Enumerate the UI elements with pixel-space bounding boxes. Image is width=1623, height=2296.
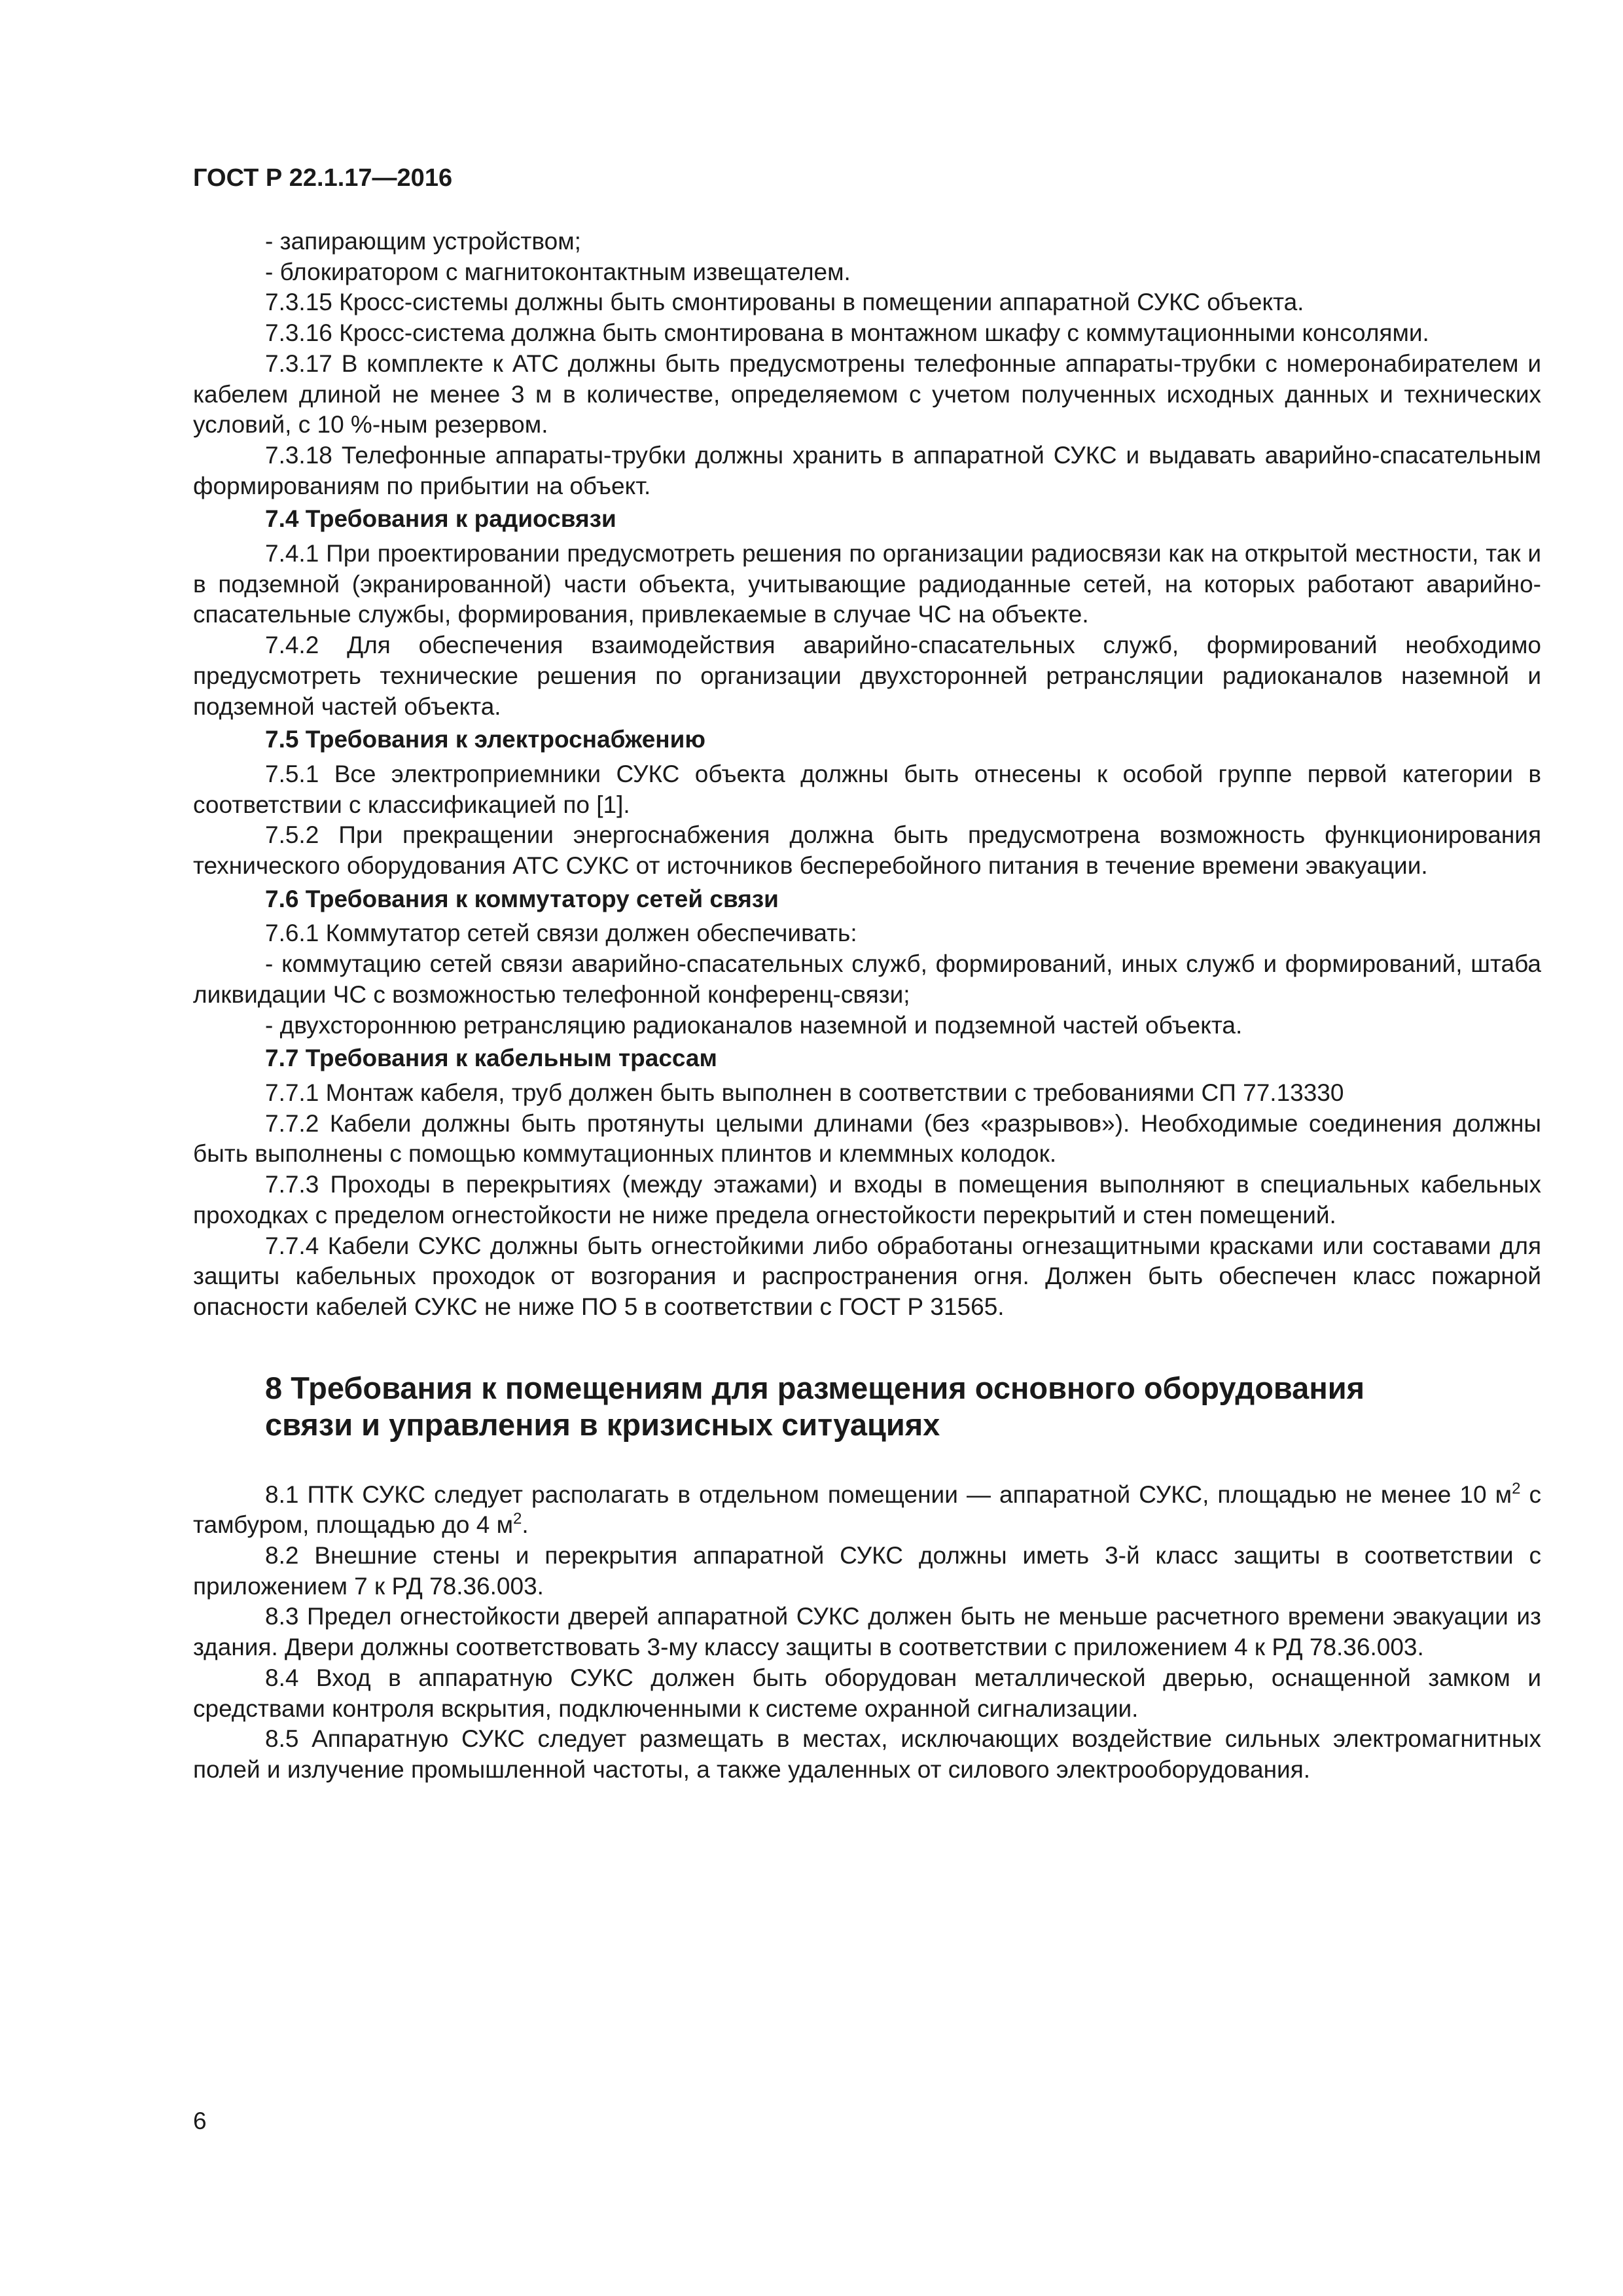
chapter-heading-8: [265, 1370, 1541, 1443]
chapter-heading-line-2: связи и управления в кризисных ситуациях: [265, 1407, 940, 1442]
paragraph-7-7-1: 7.7.1 Монтаж кабеля, труб должен быть выполнен в соответствии с требованиями СП 77.13330: [265, 1079, 1344, 1106]
paragraph-list-item: - коммутацию сетей связи аварийно-спасательных служб, формирований, иных служб и формирований, штаба ликвидации ЧС с возможностью телефонной конференц-связи;: [193, 950, 1541, 1008]
section-heading-7-5: 7.5 Требования к электроснабжению: [265, 726, 705, 753]
paragraph-7-3-17: 7.3.17 В комплекте к АТС должны быть предусмотрены телефонные аппараты-трубки с номеронабирателем и кабелем длиной не менее 3 м в количестве, определяемом с учетом полученных исходных данных и технических условий, с 10 %-ным резервом.: [193, 350, 1541, 439]
superscript-square: 2: [513, 1510, 522, 1528]
paragraph-7-7-3: 7.7.3 Проходы в перекрытиях (между этажами) и входы в помещения выполняют в специальных кабельных проходках с пределом огнестойкости не ниже предела огнестойкости перекрытий и стен помещений.: [193, 1171, 1541, 1229]
paragraph-7-4-1: 7.4.1 При проектировании предусмотреть решения по организации радиосвязи как на открытой местности, так и в подземной (экранированной) части объекта, учитывающие радиоданные сетей, на которых работают аварийно-спасательные службы, формирования, привлекаемые в случае ЧС на объекте.: [193, 540, 1541, 628]
paragraph-8-5: 8.5 Аппаратную СУКС следует размещать в местах, исключающих воздействие сильных электромагнитных полей и излучение промышленной частоты, а также удаленных от силового электрооборудования.: [193, 1725, 1541, 1783]
paragraph-8-4: 8.4 Вход в аппаратную СУКС должен быть оборудован металлической дверью, оснащенной замком и средствами контроля вскрытия, подключенными к системе охранной сигнализации.: [193, 1664, 1541, 1722]
chapter-heading-line-1: 8 Требования к помещениям для размещения основного оборудования: [265, 1370, 1365, 1405]
paragraph-8-1-text-b: с тамбуром, площадью до 4 м: [193, 1480, 1541, 1539]
paragraph-7-5-2: 7.5.2 При прекращении энергоснабжения должна быть предусмотрена возможность функционирования технического оборудования АТС СУКС от источников бесперебойного питания в течение времени эвакуации.: [193, 821, 1541, 880]
paragraph-8-1: [193, 1480, 1541, 1541]
paragraph-7-6-1: 7.6.1 Коммутатор сетей связи должен обеспечивать:: [265, 920, 857, 947]
paragraph-7-3-16: 7.3.16 Кросс-система должна быть смонтирована в монтажном шкафу с коммутационными консолями.: [265, 319, 1429, 347]
paragraph-7-7-4: 7.7.4 Кабели СУКС должны быть огнестойкими либо обработаны огнезащитными красками или составами для защиты кабельных проходок от возгорания и распространения огня. Должен быть обеспечен класс пожарной опасности кабелей СУКС не ниже ПО 5 в соответствии с ГОСТ Р 31565.: [193, 1232, 1541, 1320]
document-code-header: ГОСТ Р 22.1.17—2016: [193, 164, 453, 192]
paragraph-7-3-15: 7.3.15 Кросс-системы должны быть смонтированы в помещении аппаратной СУКС объекта.: [265, 289, 1304, 316]
paragraph-7-5-1: 7.5.1 Все электроприемники СУКС объекта должны быть отнесены к особой группе первой категории в соответствии с классификацией по [1].: [193, 760, 1541, 818]
paragraph-8-1-text-c: .: [522, 1511, 529, 1539]
paragraph-7-3-18: 7.3.18 Телефонные аппараты-трубки должны хранить в аппаратной СУКС и выдавать аварийно-спасательным формированиям по прибытии на объект.: [193, 441, 1541, 499]
page-number: 6: [193, 2108, 207, 2134]
paragraph-8-1-text-a: 8.1 ПТК СУКС следует располагать в отдельном помещении — аппаратной СУКС, площадью не менее 10 м: [265, 1480, 1512, 1508]
paragraph-list-item: - двухстороннюю ретрансляцию радиоканалов наземной и подземной частей объекта.: [265, 1011, 1243, 1039]
paragraph-7-7-2: 7.7.2 Кабели должны быть протянуты целыми длинами (без «разрывов»). Необходимые соединения должны быть выполнены с помощью коммутационных плинтов и клеммных колодок.: [193, 1109, 1541, 1168]
section-heading-7-7: 7.7 Требования к кабельным трассам: [265, 1045, 717, 1072]
paragraph-7-4-2: 7.4.2 Для обеспечения взаимодействия аварийно-спасательных служб, формирований необходимо предусмотреть технические решения по организации двухсторонней ретрансляции радиоканалов наземной и подземной частей объекта.: [193, 632, 1541, 720]
section-heading-7-6: 7.6 Требования к коммутатору сетей связи: [265, 885, 779, 912]
paragraph-8-3: 8.3 Предел огнестойкости дверей аппаратной СУКС должен быть не меньше расчетного времени эвакуации из здания. Двери должны соответствовать 3-му классу защиты в соответствии с приложением 4 к РД 78.36.003.: [193, 1603, 1541, 1661]
paragraph-8-2: 8.2 Внешние стены и перекрытия аппаратной СУКС должны иметь 3-й класс защиты в соответствии с приложением 7 к РД 78.36.003.: [193, 1542, 1541, 1600]
document-page: [193, 162, 1541, 1785]
section-heading-7-4: 7.4 Требования к радиосвязи: [265, 505, 616, 533]
superscript-square: 2: [1512, 1479, 1521, 1498]
paragraph-list-item: - запирающим устройством;: [265, 228, 581, 255]
document-body: [193, 226, 1541, 1785]
paragraph-list-item: - блокиратором с магнитоконтактным извещателем.: [265, 258, 851, 285]
